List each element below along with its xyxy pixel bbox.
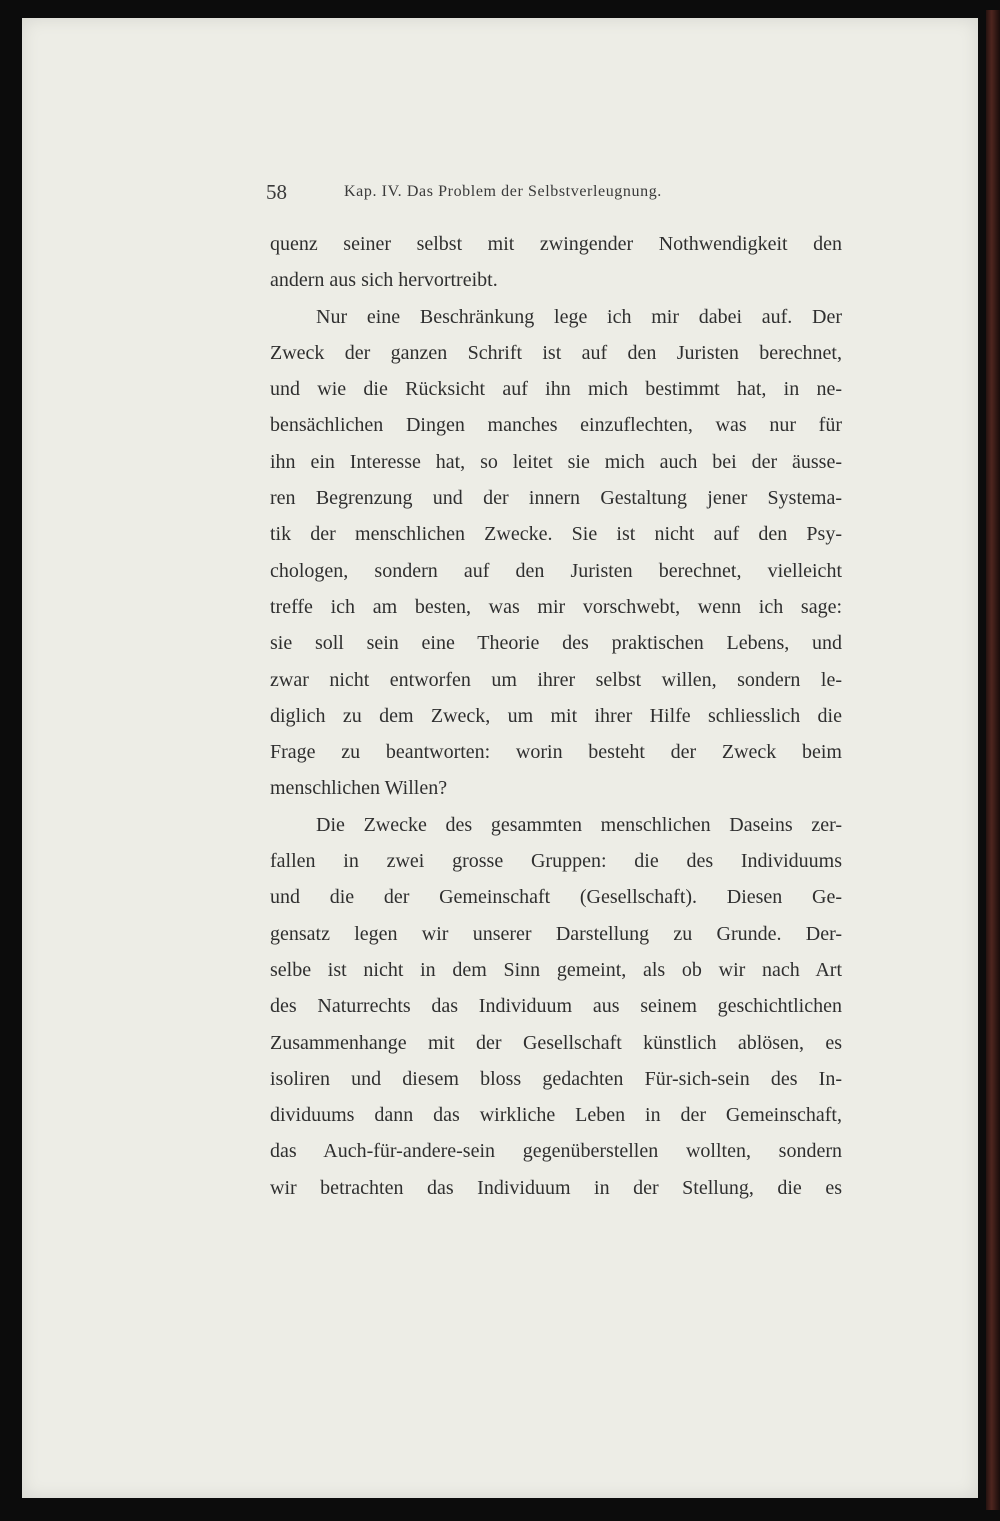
text-line: wir betrachten das Individuum in der Stellung, die es — [270, 1176, 842, 1199]
page-header — [266, 180, 752, 210]
text-line: zwar nicht entworfen um ihrer selbst willen, sondern le- — [270, 668, 842, 691]
text-line: das Auch-für-andere-sein gegenüberstellen wollten, sondern — [270, 1140, 842, 1163]
text-line: gensatz legen wir unserer Darstellung zu Grunde. Der- — [270, 922, 842, 945]
page-number: 58 — [266, 180, 287, 204]
text-line: menschlichen Willen? — [270, 777, 448, 800]
running-title: Kap. IV. Das Problem der Selbstverleugnung. — [344, 183, 662, 200]
text-line: Nur eine Beschränkung lege ich mir dabei auf. Der — [316, 305, 842, 328]
text-line: quenz seiner selbst mit zwingender Nothwendigkeit den — [270, 233, 842, 255]
text-line: sie soll sein eine Theorie des praktischen Lebens, und — [270, 632, 842, 655]
text-line: Zweck der ganzen Schrift ist auf den Juristen berechnet, — [270, 341, 842, 364]
text-line: bensächlichen Dingen manches einzuflechten, was nur für — [270, 414, 842, 437]
text-line: diglich zu dem Zweck, um mit ihrer Hilfe schliesslich die — [270, 704, 842, 727]
text-line: und wie die Rücksicht auf ihn mich bestimmt hat, in ne- — [270, 378, 842, 401]
body-text — [270, 226, 842, 1206]
text-line: ren Begrenzung und der innern Gestaltung jener Systema- — [270, 487, 842, 510]
text-line: und die der Gemeinschaft (Gesellschaft). Diesen Ge- — [270, 886, 842, 909]
text-line: chologen, sondern auf den Juristen berechnet, vielleicht — [270, 559, 842, 582]
text-line: tik der menschlichen Zwecke. Sie ist nicht auf den Psy- — [270, 523, 842, 546]
text-line: isoliren und diesem bloss gedachten Für-sich-sein des In- — [270, 1067, 842, 1090]
text-line: des Naturrechts das Individuum aus seinem geschichtlichen — [270, 995, 842, 1018]
text-line: Zusammenhange mit der Gesellschaft künstlich ablösen, es — [270, 1031, 842, 1054]
text-line: ihn ein Interesse hat, so leitet sie mich auch bei der äusse- — [270, 450, 842, 473]
book-edge — [986, 10, 1000, 1510]
text-line: treffe ich am besten, was mir vorschwebt, wenn ich sage: — [270, 595, 842, 618]
text-line: fallen in zwei grosse Gruppen: die des Individuums — [270, 850, 842, 873]
text-line: dividuums dann das wirkliche Leben in der Gemeinschaft, — [270, 1104, 842, 1127]
text-line: selbe ist nicht in dem Sinn gemeint, als ob wir nach Art — [270, 958, 842, 981]
text-line: andern aus sich hervortreibt. — [270, 269, 498, 292]
text-line: Frage zu beantworten: worin besteht der Zweck beim — [270, 741, 842, 764]
text-line: Die Zwecke des gesammten menschlichen Daseins zer- — [316, 813, 842, 836]
